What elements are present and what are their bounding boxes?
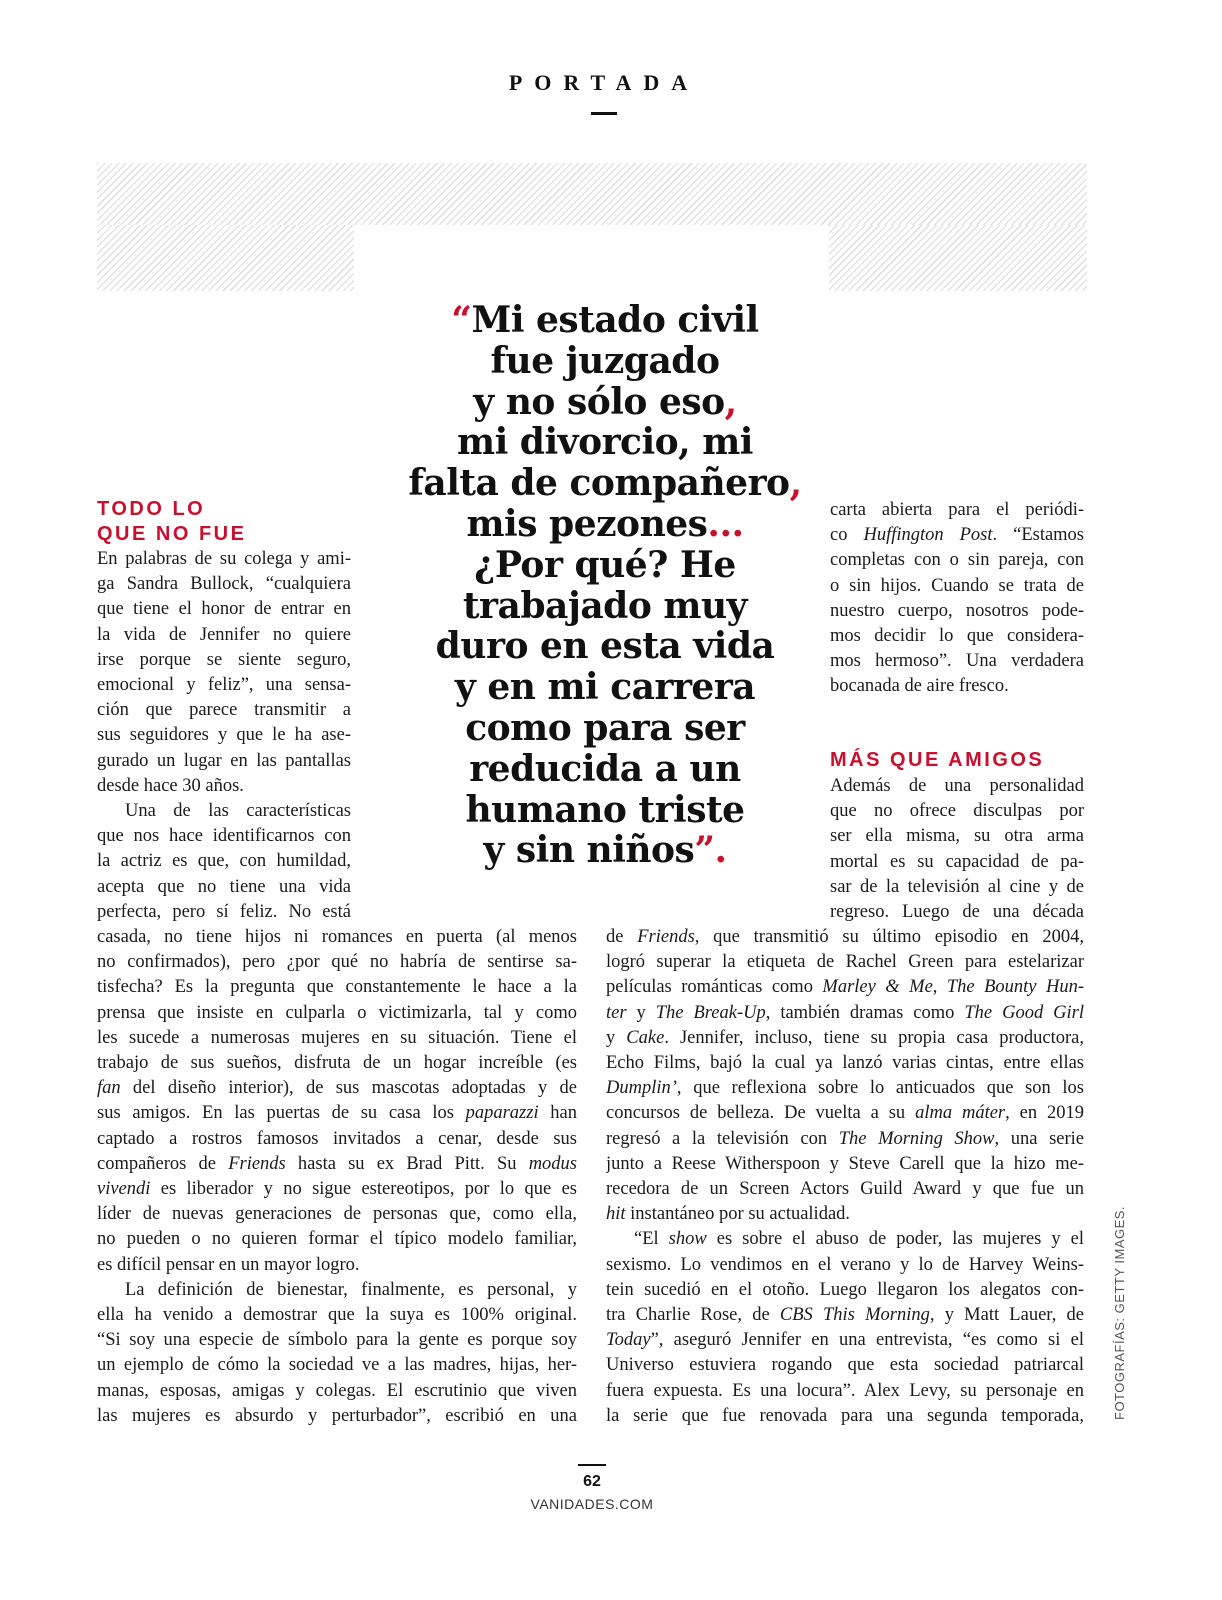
text-line: La definición de bienestar, finalmente, es personal, y [125, 1279, 577, 1300]
text-line: fan del diseño interior), de sus mascotas adoptadas y de [97, 1078, 577, 1099]
quote-line: humano triste [465, 788, 745, 831]
quote-line: trabajado muy [462, 584, 748, 627]
quote-line-text: Mi estado civil [471, 299, 759, 341]
text-line: concursos de belleza. De vuelta a su alma máter, en 2019 [606, 1103, 1084, 1124]
quote-line: mi divorcio, mi [457, 421, 753, 464]
quote-line: ¿Por qué? He [474, 543, 736, 586]
text-line: o sin hijos. Cuando se trata de [830, 575, 1084, 596]
text-line: mos hermoso”. Una verdadera [830, 651, 1084, 672]
text-line: ción que parece transmitir a [97, 700, 351, 721]
page-number: 62 [583, 1473, 601, 1490]
text-line: las mujeres es absurdo y perturbador”, escribió en una [97, 1405, 577, 1426]
text-line: emocional y feliz”, una sensa- [97, 675, 351, 696]
text-line: completas con o sin pareja, con [830, 550, 1084, 571]
pull-quote [390, 300, 820, 871]
text-line: desde hace 30 años. [97, 775, 244, 796]
hatch-pattern-top [97, 163, 1087, 225]
text-line: que nos hace identificarnos con [97, 826, 351, 847]
text-line: tra Charlie Rose, de CBS This Morning, y Matt Lauer, de [606, 1305, 1084, 1326]
text-line: “El show es sobre el abuso de poder, las mujeres y el [634, 1229, 1084, 1250]
text-line: mos decidir lo que considera- [830, 626, 1084, 647]
text-line: ella ha venido a demostrar que la suya es 100% original. [97, 1305, 577, 1326]
text-line: no confirmados), pero ¿por qué no habría de sentirse sa- [97, 952, 577, 973]
hatch-pattern-left [97, 225, 354, 291]
text-line: que no ofrece disculpas por [830, 801, 1084, 822]
text-line: sexismo. Lo vendimos en el verano y lo de Harvey Weins- [606, 1254, 1084, 1275]
text-line: acepta que no tiene una vida [97, 876, 351, 897]
section-heading-todo-lo-que-no-fue: TODO LO QUE NO FUE [97, 498, 247, 545]
text-line: ter y The Break-Up, también dramas como The Good Girl [606, 1002, 1084, 1023]
text-line: Además de una personalidad [830, 776, 1084, 796]
text-line: Today”, aseguró Jennifer en una entrevista, “es como si el [606, 1330, 1084, 1351]
text-line: un ejemplo de cómo la sociedad ve a las madres, hijas, her- [97, 1355, 577, 1376]
text-line: compañeros de Friends hasta su ex Brad Pitt. Su modus [97, 1153, 577, 1174]
text-line: ga Sandra Bullock, “cualquiera [97, 574, 351, 595]
text-line: regresó a la televisión con The Morning Show, una serie [606, 1128, 1084, 1149]
text-line: tein sucedió en el otoño. Luego llegaron los alegatos con- [606, 1279, 1084, 1300]
text-line: regreso. Luego de una década [830, 902, 1084, 923]
right-wide-column-text [606, 925, 1084, 1429]
quote-line: duro en esta vida [435, 625, 775, 668]
text-line: bocanada de aire fresco. [830, 676, 1009, 697]
text-line: casada, no tiene hijos ni romances en puerta (al menos [97, 927, 577, 947]
text-line: vivendi es liberador y no sigue estereotipos, por lo que es [97, 1179, 577, 1200]
text-line: la vida de Jennifer no quiere [97, 624, 351, 645]
text-line: irse porque se siente seguro, [97, 649, 351, 670]
text-line: trabajo de sus sueños, disfruta de un hogar increíble (es [97, 1053, 577, 1074]
quote-line: falta de compañero, [408, 462, 802, 505]
text-line: En palabras de su colega y ami- [97, 549, 351, 569]
text-line: sar de la televisión al cine y de [830, 876, 1084, 897]
text-line: hit instantáneo por su actualidad. [606, 1204, 851, 1225]
right-column-text-narrow [830, 774, 1084, 925]
text-line: sus amigos. En las puertas de su casa los paparazzi han [97, 1103, 577, 1124]
text-line: mortal es su capacidad de pa- [830, 851, 1084, 872]
quote-line: reducida a un [469, 747, 741, 790]
text-line: “Si soy una especie de símbolo para la gente es porque soy [97, 1330, 577, 1351]
section-label: PORTADA [508, 70, 700, 95]
text-line: Echo Films, bajó la cual ya lanzó varias cintas, entre ellas [606, 1053, 1084, 1074]
text-line: Una de las características [125, 801, 351, 822]
quote-line: y en mi carrera [454, 666, 756, 709]
text-line: les sucede a numerosas mujeres en su situación. Tiene el [97, 1027, 577, 1048]
quote-line: como para ser [465, 706, 745, 749]
text-line: es difícil pensar en un mayor logro. [97, 1254, 360, 1275]
text-line: no pueden o no quieren formar el típico modelo familiar, [97, 1229, 577, 1250]
text-line: que tiene el honor de entrar en [97, 599, 351, 620]
section-rule [591, 112, 617, 115]
text-line: co Huffington Post. “Estamos [830, 525, 1084, 546]
text-line: Dumplin’, que reflexiona sobre lo anticuados que son los [606, 1078, 1084, 1099]
text-line: manas, esposas, amigas y colegas. El escrutinio que viven [97, 1380, 577, 1401]
text-line: logró superar la etiqueta de Rachel Green para estelarizar [606, 952, 1084, 973]
quote-line: fue juzgado [490, 339, 720, 382]
text-line: sus seguidores y que le ha ase- [97, 725, 351, 746]
quote-line: y sin niños”. [483, 829, 727, 872]
text-line: perfecta, pero sí feliz. No está [97, 901, 351, 922]
text-line: carta abierta para el periódi- [830, 500, 1084, 520]
text-line: junto a Reese Witherspoon y Steve Carell que la hizo me- [606, 1153, 1084, 1174]
hatch-pattern-right [829, 225, 1087, 291]
text-line: tisfecha? Es la pregunta que constantemente le hace a la [97, 977, 577, 998]
text-line: prensa que insiste en culparla o victimizarla, tal y como [97, 1002, 577, 1023]
quote-line: “Mi estado civil [451, 299, 759, 341]
text-line: gurado un lugar en las pantallas [97, 750, 351, 771]
text-line: nuestro cuerpo, nosotros pode- [830, 600, 1084, 621]
text-line: ser ella misma, su otra arma [830, 826, 1084, 847]
left-wide-column-text [97, 925, 577, 1429]
footer-rule [578, 1464, 606, 1466]
text-line: la serie que fue renovada para una segunda temporada, [606, 1405, 1084, 1426]
site-url: VANIDADES.COM [530, 1496, 654, 1512]
section-heading-mas-que-amigos: MÁS QUE AMIGOS [830, 749, 1045, 771]
right-column-text-top [830, 498, 1084, 700]
photo-credit: FOTOGRAFÍAS: GETTY IMAGES. [1112, 1205, 1127, 1420]
text-line: líder de nuevas generaciones de personas que, como ella, [97, 1204, 577, 1225]
text-line: la actriz es que, con humildad, [97, 851, 351, 872]
text-line: captado a rostros famosos invitados a cenar, desde sus [97, 1128, 577, 1149]
quote-line: y no sólo eso, [473, 380, 737, 423]
text-line: y Cake. Jennifer, incluso, tiene su propia casa productora, [606, 1027, 1084, 1048]
text-line: recedora de un Screen Actors Guild Award y que fue un [606, 1179, 1084, 1200]
text-line: fuera expuesta. Es una locura”. Alex Levy, su personaje en [606, 1380, 1084, 1401]
text-line: películas románticas como Marley & Me, The Bounty Hun- [606, 977, 1084, 998]
quote-line: mis pezones... [466, 502, 744, 545]
text-line: de Friends, que transmitió su último episodio en 2004, [606, 927, 1084, 947]
text-line: Universo estuviera rogando que esta sociedad patriarcal [606, 1355, 1084, 1376]
left-column-text [97, 547, 351, 925]
